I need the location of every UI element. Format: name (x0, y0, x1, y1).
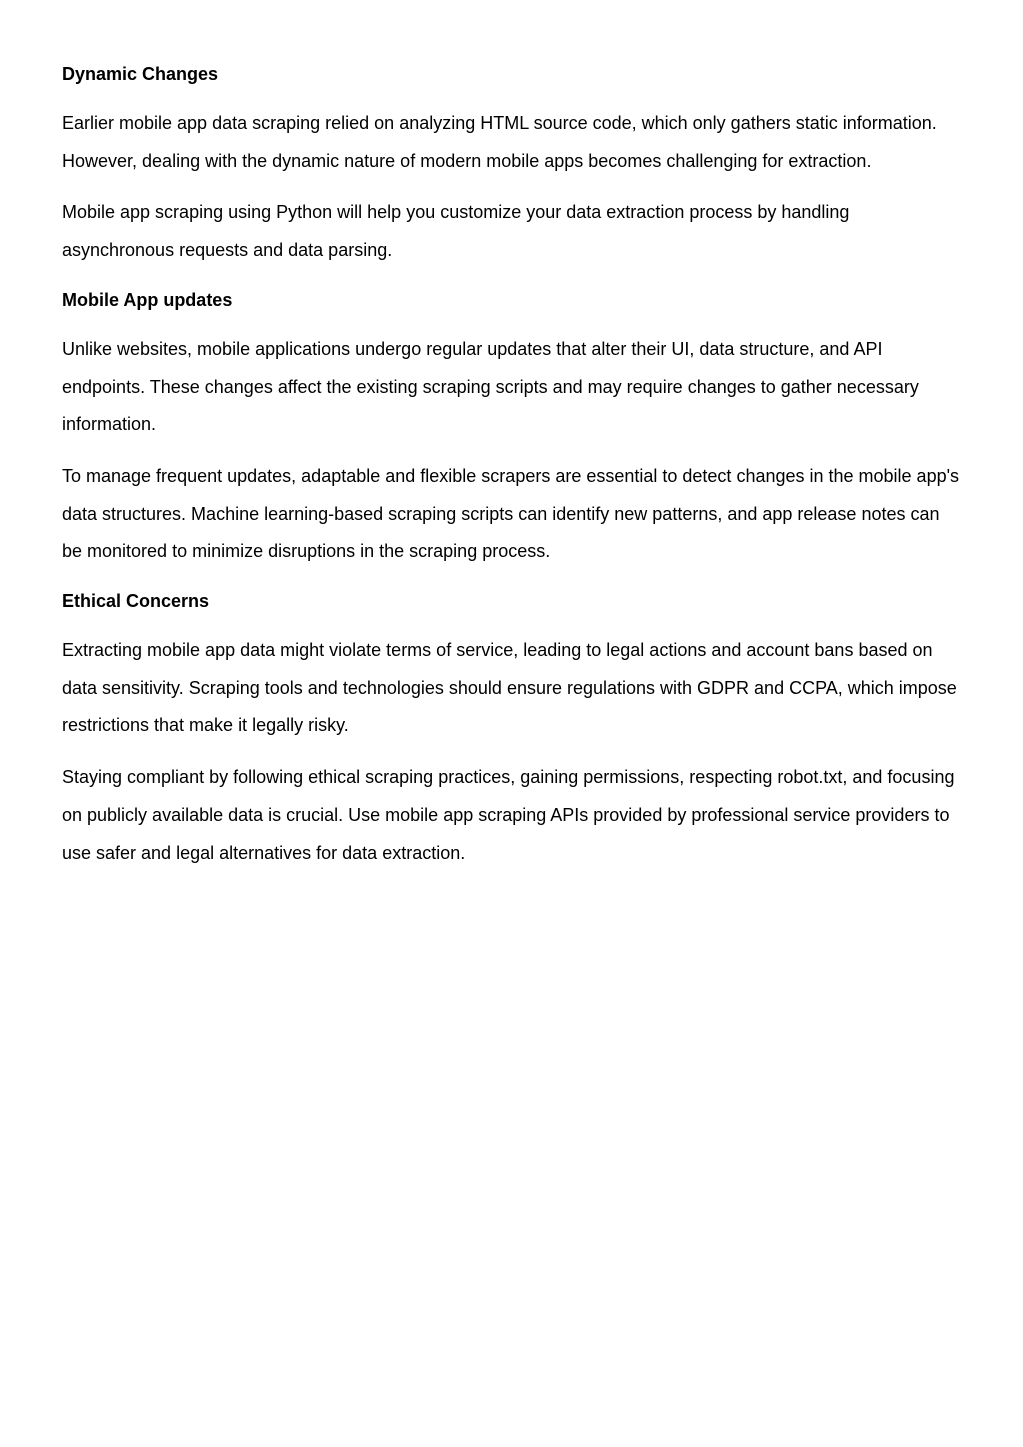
section-heading: Dynamic Changes (62, 64, 219, 84)
section-heading: Mobile App updates (62, 289, 233, 310)
paragraph: To manage frequent updates, adaptable and flexible scrapers are essential to detect changes in the mobile app's data structures. Machine learning-based scraping scripts can identify new patterns, and app release notes can be monitored to minimize disruptions in the scraping process. (62, 465, 960, 562)
section-ethical-concerns (62, 585, 962, 872)
section-dynamic-changes (62, 58, 962, 270)
paragraph: Unlike websites, mobile applications undergo regular updates that alter their UI, data structure, and API endpoints. These changes affect the existing scraping scripts and may require changes to gather necessary information. (62, 338, 919, 435)
section-heading: Ethical Concerns (62, 591, 210, 612)
document-page (62, 58, 962, 886)
section-mobile-app-updates (62, 284, 962, 571)
paragraph: Earlier mobile app data scraping relied on analyzing HTML source code, which only gathers static information. However, dealing with the dynamic nature of modern mobile apps becomes challenging for extraction. (62, 113, 937, 171)
paragraph: Mobile app scraping using Python will help you customize your data extraction process by handling asynchronous requests and data parsing. (62, 202, 850, 261)
paragraph: Staying compliant by following ethical scraping practices, gaining permissions, respecting robot.txt, and focusing on publicly available data is crucial. Use mobile app scraping APIs provided by professional service providers to use safer and legal alternatives for data extraction. (62, 767, 955, 863)
paragraph: Extracting mobile app data might violate terms of service, leading to legal actions and account bans based on data sensitivity. Scraping tools and technologies should ensure regulations with GDPR and CCPA, which impose restrictions that make it legally risky. (62, 640, 957, 736)
